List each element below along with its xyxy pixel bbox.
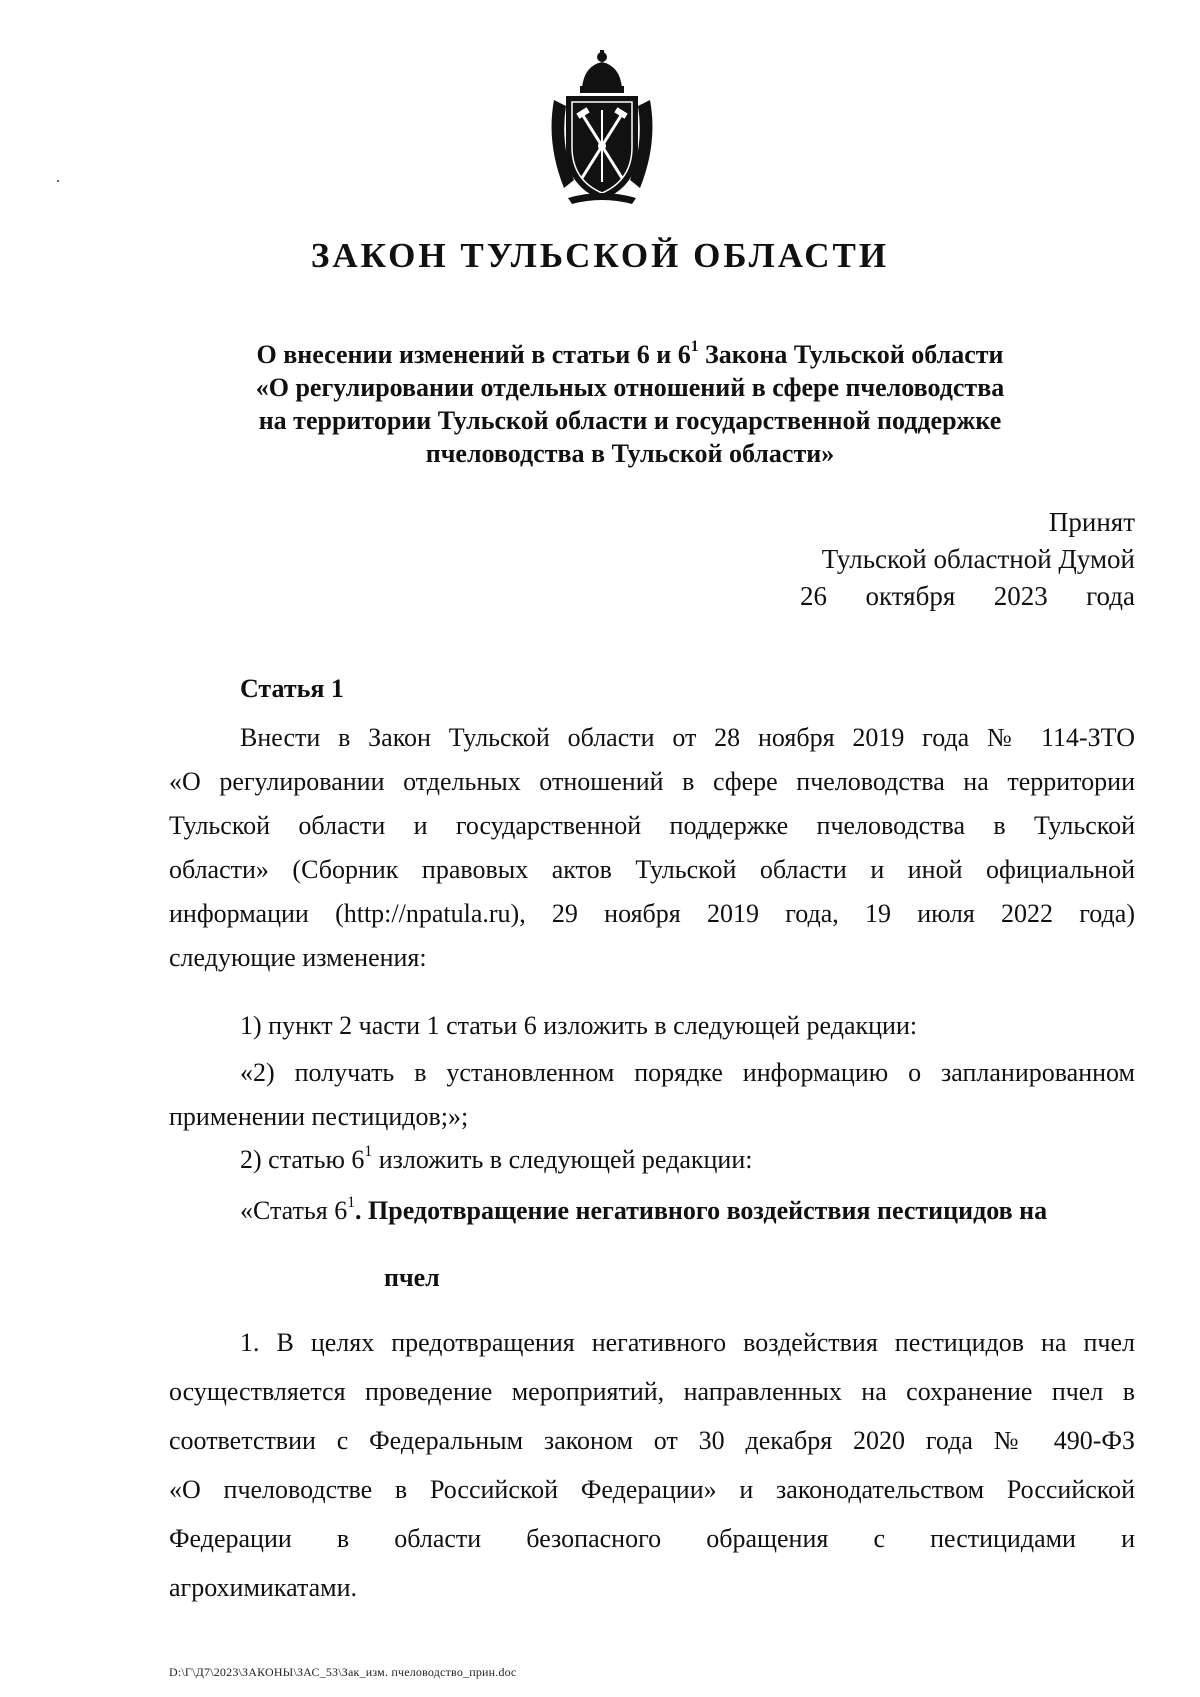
article-6-1-label: «Статья 6 (240, 1196, 348, 1225)
adoption-year: 2023 (993, 581, 1048, 611)
subtitle-line-1-text: О внесении изменений в статьи 6 и 6 (256, 340, 691, 369)
paragraph-line: области» (Сборник правовых актов Тульской области и иной официальной (169, 855, 1135, 884)
adoption-block (800, 504, 1135, 615)
item-1-text: 1) пункт 2 части 1 статьи 6 изложить в следующей редакции: (240, 1011, 918, 1040)
paragraph-line: соответствии с Федеральным законом от 30 декабря 2020 года № 490-ФЗ (169, 1426, 1135, 1455)
paragraph-line: Внести в Закон Тульской области от 28 ноября 2019 года № 114-ЗТО (240, 723, 1135, 752)
adopted-by: Тульской областной Думой (821, 544, 1135, 574)
paragraph-line: агрохимикатами. (169, 1573, 358, 1602)
paragraph-line: Федерации в области безопасного обращения с пестицидами и (169, 1524, 1135, 1553)
paragraph-line: информации (http://npatula.ru), 29 ноября 2019 года, 19 июля 2022 года) (169, 899, 1135, 928)
article-1-heading: Статья 1 (240, 674, 344, 703)
amendment-item-2 (169, 1138, 1135, 1182)
tula-coat-of-arms-icon (544, 48, 660, 206)
amendment-item-1 (169, 1004, 1135, 1048)
scan-speck (57, 180, 59, 182)
paragraph-line: «О пчеловодстве в Российской Федерации» и законодательством Российской (169, 1475, 1135, 1504)
subtitle-line-3: на территории Тульской области и государственной поддержке (258, 406, 1002, 435)
subtitle-line-1-tail: Закона Тульской области (698, 340, 1004, 369)
paragraph-line: осуществляется проведение мероприятий, направленных на сохранение пчел в (169, 1377, 1135, 1406)
paragraph-line: «О регулировании отдельных отношений в сфере пчеловодства на территории (169, 767, 1135, 796)
article-6-1-title: Предотвращение негативного воздействия пестицидов на (368, 1196, 1048, 1225)
file-path-footer: D:\Г\Д7\2023\ЗАКОНЫ\ЗАС_53\Зак_изм. пчеловодство_прин.doc (169, 1665, 517, 1679)
heading-dot: . (355, 1196, 369, 1225)
adopted-label: Принят (1048, 507, 1135, 537)
subtitle-line-2: «О регулировании отдельных отношений в сфере пчеловодства (255, 373, 1005, 402)
adoption-date (800, 578, 1135, 615)
superscript: 1 (364, 1143, 373, 1161)
law-subtitle (200, 338, 1060, 470)
law-title: ЗАКОН ТУЛЬСКОЙ ОБЛАСТИ (310, 236, 890, 275)
paragraph-line: 1. В целях предотвращения негативного воздействия пестицидов на пчел (240, 1328, 1135, 1357)
adoption-month: октября (865, 581, 956, 611)
paragraph-line: Тульской области и государственной поддержке пчеловодства в Тульской (169, 811, 1135, 840)
adoption-day: 26 (800, 581, 827, 611)
item-2-text (169, 1138, 1135, 1182)
article-6-1-title-cont: пчел (384, 1263, 440, 1292)
article-6-1-heading (240, 1196, 1047, 1226)
article-1-paragraph (169, 716, 1135, 980)
amendment-item-1-quote (169, 1051, 1135, 1139)
item-2-text-post: изложить в следующей редакции: (372, 1145, 753, 1174)
item-2-text-pre: 2) статью 6 (240, 1145, 365, 1174)
adoption-year-word: года (1086, 581, 1135, 611)
subtitle-line-4: пчеловодства в Тульской области» (425, 439, 835, 468)
quote-line: «2) получать в установленном порядке информацию о запланированном (240, 1058, 1135, 1087)
superscript: 1 (690, 338, 699, 356)
quote-line: применении пестицидов;»; (169, 1102, 469, 1131)
article-6-1-paragraph (169, 1318, 1135, 1612)
subtitle-line-1 (200, 338, 1060, 371)
superscript: 1 (347, 1194, 356, 1212)
paragraph-line: следующие изменения: (169, 943, 427, 972)
